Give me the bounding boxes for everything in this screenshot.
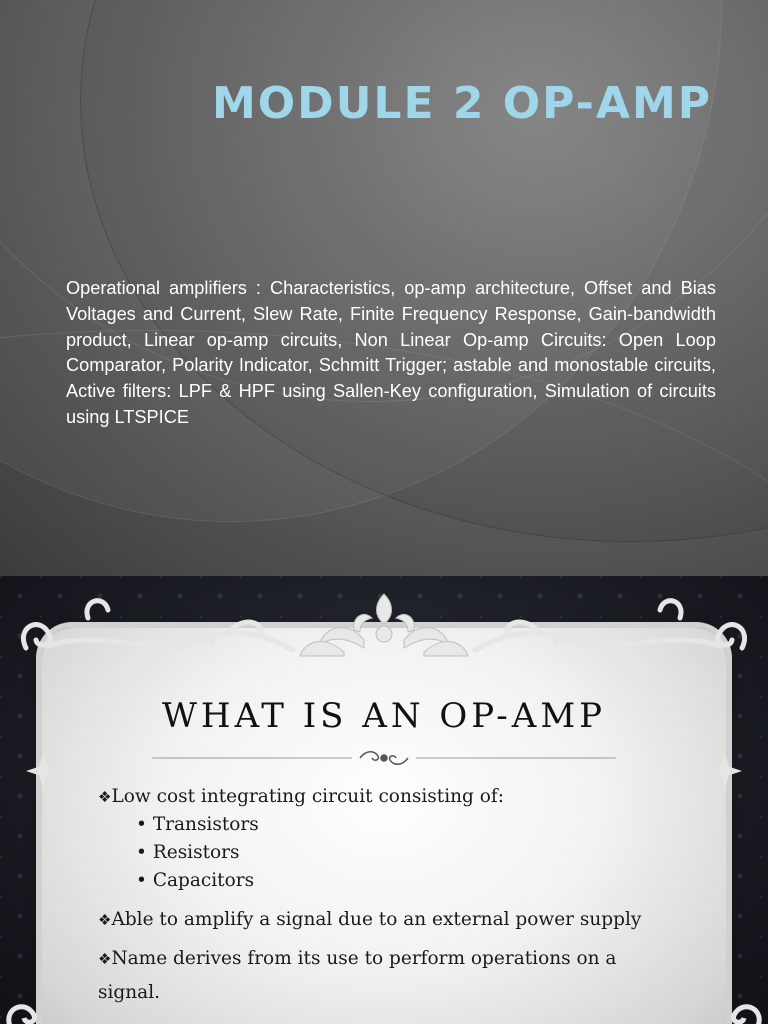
list-item: • Capacitors xyxy=(136,870,255,891)
slide-body-text: Operational amplifiers : Characteristics, op-amp architecture, Offset and Bias Voltages and Current, Slew Rate, Finite Frequency Response, Gain-bandwidth product, Linear op-amp circuits, Non Linear Op-amp Circuits: Open Loop Comparator, Polarity Indicator, Schmitt Trigger; astable and monostable circuits, Active filters: LPF & HPF using Sallen-Key configuration, Simulation of circuits using LTSPICE xyxy=(66,278,716,427)
list-item: ❖Able to amplify a signal due to an external power supply xyxy=(98,909,642,930)
scroll-ornament-icon xyxy=(26,754,60,788)
scroll-ornament-icon xyxy=(470,588,760,668)
slide-title: MODULE 2 OP-AMP xyxy=(211,78,712,129)
slide-what-is-an-op-amp xyxy=(0,576,768,1024)
divider-flourish-icon xyxy=(152,748,616,768)
list-item: • Transistors xyxy=(136,814,259,835)
scroll-ornament-icon xyxy=(708,754,742,788)
bullet-list xyxy=(98,783,698,1007)
scroll-ornament-icon xyxy=(714,992,768,1024)
slide-title: WHAT IS AN OP-AMP xyxy=(161,696,607,736)
fleur-ornament-icon xyxy=(294,590,474,660)
list-item: signal. xyxy=(98,982,160,1003)
scroll-ornament-icon xyxy=(0,992,54,1024)
list-item: ❖Name derives from its use to perform operations on a xyxy=(98,948,617,969)
list-item: • Resistors xyxy=(136,842,240,863)
list-item: ❖Low cost integrating circuit consisting of: xyxy=(98,786,504,807)
scroll-ornament-icon xyxy=(8,588,298,668)
